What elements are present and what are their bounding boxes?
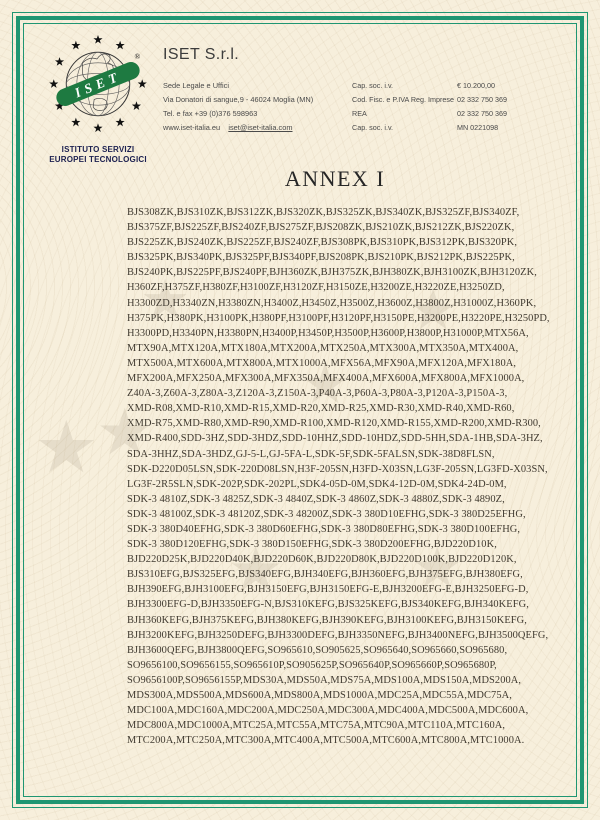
address-line-offices: Sede Legale e Uffici xyxy=(163,81,230,90)
code-line: H375PK,H380PK,H3100PK,H380PF,H3100PF,H3120PF,H3150PE,H3200PE,H3220PE,H3250PD, xyxy=(127,312,550,324)
code-line: H3300PD,H3340PN,H3380PN,H3400P,H3450P,H3500P,H3600P,H3800P,H31000P,MTX56A, xyxy=(127,327,529,339)
address-line-street: Via Donatori di sangue,9 - 46024 Moglia (MN) xyxy=(163,95,314,104)
code-line: MTC200A,MTC250A,MTC300A,MTC400A,MTC500A,MTC600A,MTC800A,MTC1000A. xyxy=(127,735,525,747)
code-line: BJD220D25K,BJD220D40K,BJD220D60K,BJD220D80K,BJD220D100K,BJD220D120K, xyxy=(127,554,517,566)
registry-row xyxy=(352,79,507,93)
address-line-phone: Tel. e fax +39 (0)376 598963 xyxy=(163,109,258,118)
watermark-star: ★ xyxy=(300,352,351,415)
watermark-star: ★ xyxy=(412,536,463,599)
registry-row xyxy=(352,93,507,107)
company-name: ISET S.r.l. xyxy=(163,46,240,63)
code-line: SDK-3 4810Z,SDK-3 4825Z,SDK-3 4840Z,SDK-3 4860Z,SDK-3 4880Z,SDK-3 4890Z, xyxy=(127,493,505,505)
code-line: SDA-3HHZ,SDA-3HDZ,GJ-5-L,GJ-5FA-L,SDK-5F,SDK-5FALSN,SDK-38D8FLSN, xyxy=(127,448,495,460)
registry-value: MN 0221098 xyxy=(457,123,499,132)
logo-acronym: ISET xyxy=(72,68,124,101)
code-line: XMD-R75,XMD-R80,XMD-R90,XMD-R100,XMD-R120,XMD-R155,XMD-R200,XMD-R300, xyxy=(127,418,541,430)
code-line: SDK-3 380D40EFHG,SDK-3 380D60EFHG,SDK-3 380D80EFHG,SDK-3 380D100EFHG, xyxy=(127,523,521,535)
code-line: SDK-3 48100Z,SDK-3 48120Z,SDK-3 48200Z,SDK-3 380D10EFHG,SDK-3 380D25EFHG, xyxy=(127,508,526,520)
address-line-web xyxy=(163,121,313,135)
code-line: BJS225ZK,BJS240ZK,BJS225ZF,BJS240ZF,BJS308PK,BJS310PK,BJS312PK,BJS320PK, xyxy=(127,237,518,249)
code-line: BJH3300EFG-D,BJH3350EFG-N,BJS310KEFG,BJS325KEFG,BJS340KEFG,BJH340KEFG, xyxy=(127,599,529,611)
watermark-star: ★ xyxy=(408,278,459,341)
code-line: BJH3200KEFG,BJH3250DEFG,BJH3300DEFG,BJH3350NEFG,BJH3400NEFG,BJH3500QEFG, xyxy=(127,629,549,641)
watermark-star: ★ xyxy=(140,268,191,331)
code-line: BJH3600QEFG,BJH3800QEFG,SO965610,SO905625,SO965640,SO965660,SO965680, xyxy=(127,644,508,656)
code-line: H360ZF,H375ZF,H380ZF,H3100ZF,H3120ZF,H3150ZE,H3200ZE,H3220ZE,H3250ZD, xyxy=(127,282,505,294)
registry-label: Cap. soc. i.v. xyxy=(352,123,394,132)
registry-value: 02 332 750 369 xyxy=(457,95,507,104)
code-line: LG3F-2R5SLN,SDK-202P,SDK-202PL,SDK4-05D-0M,SDK4-12D-0M,SDK4-24D-0M, xyxy=(127,478,507,490)
registry-value: € 10.200,00 xyxy=(457,81,495,90)
watermark-star: ★ xyxy=(228,536,284,605)
email-link[interactable]: iset@iset-italia.com xyxy=(228,123,293,132)
code-line: XMD-R400,SDD-3HZ,SDD-3HDZ,SDD-10HHZ,SDD-10HDZ,SDD-5HH,SDA-1HB,SDA-3HZ, xyxy=(127,433,543,445)
code-line: BJH360KEFG,BJH375KEFG,BJH380KEFG,BJH390KEFG,BJH3100KEFG,BJH3150KEFG, xyxy=(127,614,527,626)
code-line: MTX90A,MTX120A,MTX180A,MTX200A,MTX250A,MTX300A,MTX350A,MTX400A, xyxy=(127,342,519,354)
registry-block xyxy=(352,79,507,135)
registry-label: Cod. Fisc. e P.IVA Reg. Imprese xyxy=(352,95,454,104)
registered-trademark-icon: ® xyxy=(134,52,141,61)
website-text: www.iset-italia.eu xyxy=(163,123,221,132)
code-line: MDC100A,MDC160A,MDC200A,MDC250A,MDC300A,MDC400A,MDC500A,MDC600A, xyxy=(127,705,529,717)
code-line: BJS308ZK,BJS310ZK,BJS312ZK,BJS320ZK,BJS325ZK,BJS340ZK,BJS325ZF,BJS340ZF, xyxy=(127,207,520,218)
iset-globe-logo-icon xyxy=(48,30,148,138)
code-line: MDC800A,MDC1000A,MTC25A,MTC55A,MTC75A,MTC90A,MTC110A,MTC160A, xyxy=(127,720,506,732)
code-line: SO9656100,SO9656155,SO965610P,SO905625P,SO965640P,SO965660P,SO965680P, xyxy=(127,659,497,671)
code-line: XMD-R08,XMD-R10,XMD-R15,XMD-R20,XMD-R25,XMD-R30,XMD-R40,XMD-R60, xyxy=(127,403,515,415)
code-line: MDS300A,MDS500A,MDS600A,MDS800A,MDS1000A,MDC25A,MDC55A,MDC75A, xyxy=(127,690,512,701)
code-line: SDK-D220D05LSN,SDK-220D08LSN,H3F-205SN,H3FD-X03SN,LG3F-205SN,LG3FD-X03SN, xyxy=(127,463,548,475)
registry-label: Cap. soc. i.v. xyxy=(352,81,394,90)
code-line: BJS310EFG,BJS325EFG,BJS340EFG,BJH340EFG,BJH360EFG,BJH375EFG,BJH380EFG, xyxy=(127,569,523,581)
logo-caption xyxy=(36,145,160,165)
logo-caption-line2: EUROPEI TECNOLOGICI xyxy=(49,155,147,164)
watermark-star: ★ xyxy=(34,408,99,488)
watermark-star: ★ xyxy=(96,396,154,468)
registry-label: REA xyxy=(352,109,367,118)
registry-value: 02 332 750 369 xyxy=(457,109,507,118)
code-line: BJS240PK,BJS225PF,BJS240PF,BJH360ZK,BJH375ZK,BJH380ZK,BJH3100ZK,BJH3120ZK, xyxy=(127,267,537,279)
product-code-list xyxy=(127,205,557,748)
code-line: BJS375ZF,BJS225ZF,BJS240ZF,BJS275ZF,BJS208ZK,BJS210ZK,BJS212ZK,BJS220ZK, xyxy=(127,222,515,234)
company-logo xyxy=(36,30,160,165)
registry-row xyxy=(352,121,507,135)
code-line: BJS325PK,BJS340PK,BJS325PF,BJS340PF,BJS208PK,BJS210PK,BJS212PK,BJS225PK, xyxy=(127,252,515,264)
code-line: H3300ZD,H3340ZN,H3380ZN,H3400Z,H3450Z,H3500Z,H3600Z,H3800Z,H31000Z,H360PK, xyxy=(127,297,537,309)
code-line: MTX500A,MTX600A,MTX800A,MTX1000A,MFX56A,MFX90A,MFX120A,MFX180A, xyxy=(127,357,517,369)
code-line: MFX200A,MFX250A,MFX300A,MFX350A,MFX400A,MFX600A,MFX800A,MFX1000A, xyxy=(127,373,525,385)
registry-row xyxy=(352,107,507,121)
code-line: BJH390EFG,BJH3100EFG,BJH3150EFG,BJH3150EFG-E,BJH3200EFG-E,BJH3250EFG-D, xyxy=(127,584,529,596)
code-line: Z40A-3,Z60A-3,Z80A-3,Z120A-3,Z150A-3,P40A-3,P60A-3,P80A-3,P120A-3,P150A-3, xyxy=(127,388,508,400)
code-line: SDK-3 380D120EFHG,SDK-3 380D150EFHG,SDK-3 380D200EFHG,BJD220D10K, xyxy=(127,539,497,551)
code-line: SO9656100P,SO9656155P,MDS30A,MDS50A,MDS75A,MDS100A,MDS150A,MDS200A, xyxy=(127,674,522,686)
logo-caption-line1: ISTITUTO SERVIZI xyxy=(61,145,135,154)
address-block xyxy=(163,79,313,135)
page-title: ANNEX I xyxy=(284,166,386,191)
